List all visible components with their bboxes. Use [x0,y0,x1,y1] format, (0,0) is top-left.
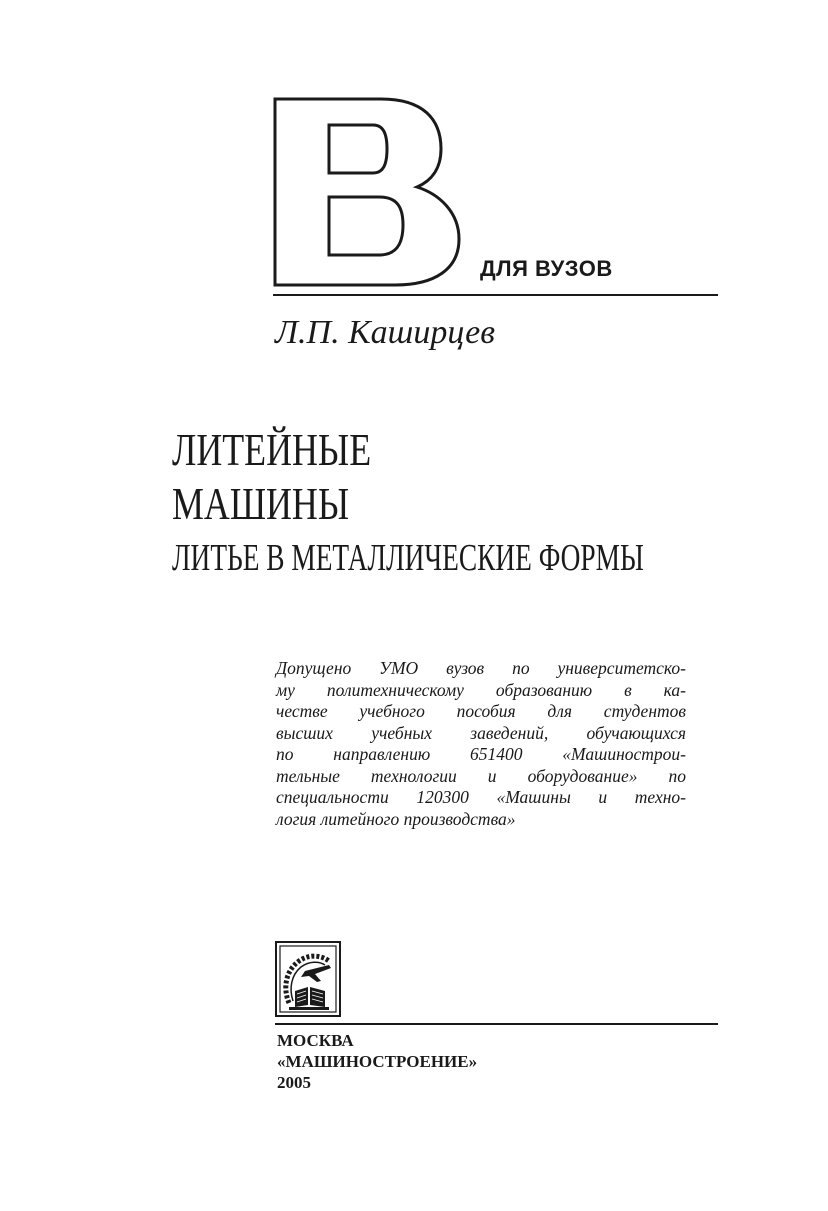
book-subtitle: ЛИТЬЕ В МЕТАЛЛИЧЕСКИЕ ФОРМЫ [172,537,644,579]
imprint-rule [275,1023,718,1025]
approval-statement [276,658,686,830]
imprint-year: 2005 [277,1073,311,1092]
approval-line: честве учебного пособия для студентов [276,701,686,721]
approval-line: му политехническому образованию в ка- [276,679,686,700]
title-line-2: МАШИНЫ [172,478,350,529]
imprint-city: МОСКВА [277,1031,354,1050]
approval-line: Допущено УМО вузов по университетско- [276,658,686,678]
imprint-publisher: «МАШИНОСТРОЕНИЕ» [277,1052,478,1071]
author-name: Л.П. Каширцев [275,314,496,351]
approval-line: логия литейного производства» [276,808,516,829]
series-label: ДЛЯ ВУЗОВ [480,256,613,281]
series-letter-logo [273,97,463,287]
book-title [172,423,827,583]
approval-line: по направлению 651400 «Машинострои- [276,744,686,764]
imprint [277,1030,477,1093]
header-rule [273,294,718,296]
approval-line: высших учебных заведений, обучающихся [276,722,686,743]
publisher-emblem-icon [275,941,341,1017]
approval-line: тельные технологии и оборудование» по [276,765,686,786]
title-line-1: ЛИТЕЙНЫЕ [172,424,372,475]
approval-line: специальности 120300 «Машины и техно- [276,787,686,807]
